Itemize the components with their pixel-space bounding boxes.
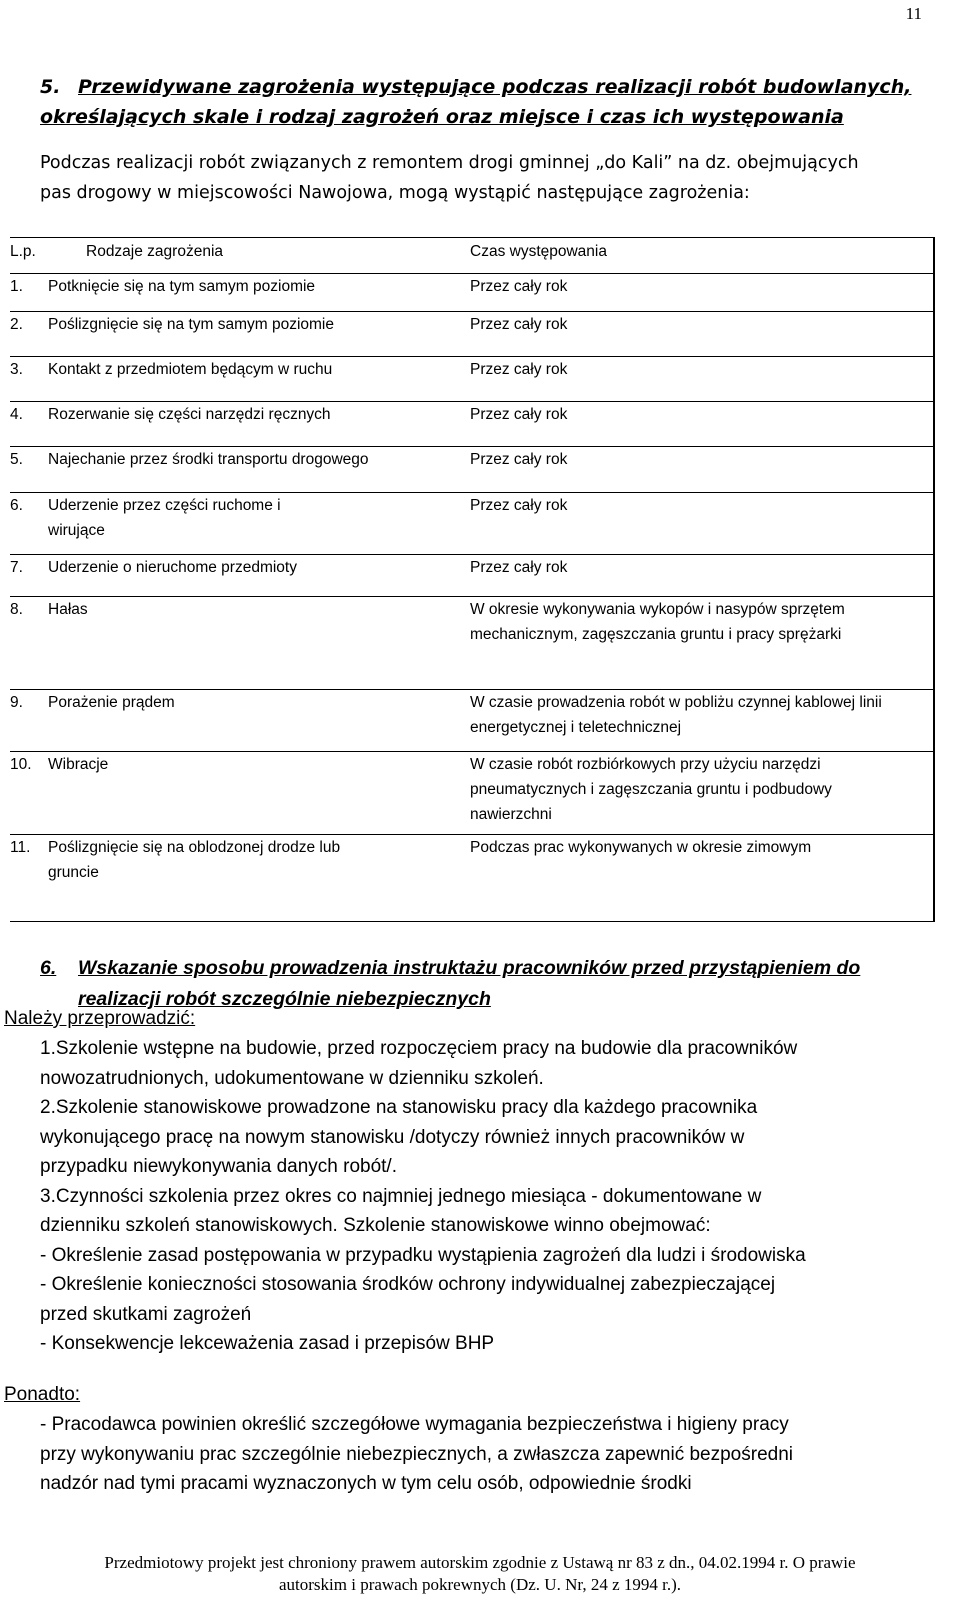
table-row bbox=[10, 596, 935, 689]
row-no: 4. bbox=[10, 405, 23, 423]
row-time: W okresie wykonywania wykopów i nasypów sprzętem mechanicznym, zagęszczania gruntu i pracy sprężarki bbox=[470, 600, 845, 643]
section-6-title-line-1 bbox=[40, 953, 940, 984]
row-time: Przez cały rok bbox=[470, 558, 568, 576]
ponadto-line: nadzór nad tymi pracami wyznaczonych w tym celu osób, odpowiednie środki bbox=[40, 1473, 692, 1494]
section-5-heading bbox=[40, 72, 940, 132]
nalezy-line: - Określenie zasad postępowania w przypadku wystąpienia zagrożeń dla ludzi i środowiska bbox=[40, 1244, 806, 1266]
table-row bbox=[10, 446, 935, 492]
table-row bbox=[10, 273, 935, 311]
nalezy-line: 3.Czynności szkolenia przez okres co najmniej jednego miesiąca - dokumentowane w bbox=[40, 1185, 762, 1207]
ponadto-label: Ponadto: bbox=[4, 1384, 81, 1405]
intro-line-1: Podczas realizacji robót związanych z remontem drogi gminnej „do Kali” na dz. obejmujących bbox=[40, 153, 859, 173]
nalezy-line: przed skutkami zagrożeń bbox=[40, 1303, 252, 1325]
page-number: 11 bbox=[905, 4, 922, 23]
row-hazard: Kontakt z przedmiotem będącym w ruchu bbox=[48, 360, 333, 378]
hazards-table bbox=[10, 237, 935, 914]
table-row bbox=[10, 554, 935, 596]
header-name: Rodzaje zagrożenia bbox=[86, 243, 224, 260]
row-hazard: Poślizgnięcie się na tym samym poziomie bbox=[48, 315, 334, 333]
row-no: 7. bbox=[10, 558, 23, 576]
nalezy-line: - Określenie konieczności stosowania środków ochrony indywidualnej zabezpieczającej bbox=[40, 1274, 776, 1295]
row-no: 9. bbox=[10, 693, 23, 711]
intro-line-2: pas drogowy w miejscowości Nawojowa, mogą wystąpić następujące zagrożenia: bbox=[40, 183, 750, 203]
row-no: 2. bbox=[10, 315, 23, 333]
nalezy-line: dzienniku szkoleń stanowiskowych. Szkolenie stanowiskowe winno obejmować: bbox=[40, 1215, 711, 1236]
row-hazard: Rozerwanie się części narzędzi ręcznych bbox=[48, 405, 331, 423]
table-row bbox=[10, 689, 935, 751]
copyright-footer bbox=[0, 1552, 960, 1596]
row-hazard: Uderzenie przez części ruchome i wirujące bbox=[48, 496, 281, 539]
row-time: W czasie robót rozbiórkowych przy użyciu narzędzi pneumatycznych i zagęszczania gruntu i podbudowy nawierzchni bbox=[470, 755, 832, 823]
intro-paragraph bbox=[40, 148, 945, 208]
row-hazard: Najechanie przez środki transportu drogowego bbox=[48, 450, 369, 468]
table-row bbox=[10, 834, 935, 914]
row-time: W czasie prowadzenia robót w pobliżu czynnej kablowej linii energetycznej i teletechnicznej bbox=[470, 693, 882, 736]
nalezy-line: wykonującego pracę na nowym stanowisku /dotyczy również innych pracowników w bbox=[40, 1126, 745, 1148]
row-no: 8. bbox=[10, 600, 23, 618]
nalezy-line: 1.Szkolenie wstępne na budowie, przed rozpoczęciem pracy na budowie dla pracowników bbox=[40, 1038, 798, 1059]
row-no: 5. bbox=[10, 450, 23, 468]
footer-line-2: autorskim i prawach pokrewnych (Dz. U. Nr, 24 z 1994 r.). bbox=[278, 1575, 681, 1594]
row-no: 6. bbox=[10, 496, 23, 514]
row-no: 11. bbox=[10, 838, 31, 856]
row-hazard: Wibracje bbox=[48, 755, 109, 773]
row-no: 1. bbox=[10, 277, 23, 295]
row-no: 10. bbox=[10, 755, 32, 773]
section-5-title-line-2: określających skale i rodzaj zagrożeń oraz miejsce i czas ich występowania bbox=[40, 106, 844, 128]
row-time: Przez cały rok bbox=[470, 496, 568, 514]
section-5-number: 5. bbox=[40, 76, 61, 98]
nalezy-line: 2.Szkolenie stanowiskowe prowadzone na stanowisku pracy dla każdego pracownika bbox=[40, 1097, 758, 1118]
table-row bbox=[10, 311, 935, 356]
section-5-title-line-1 bbox=[40, 72, 940, 102]
row-time: Podczas prac wykonywanych w okresie zimowym bbox=[470, 838, 812, 856]
table-header-row bbox=[10, 237, 935, 273]
nalezy-label: Należy przeprowadzić: bbox=[4, 1008, 196, 1029]
row-no: 3. bbox=[10, 360, 23, 378]
row-time: Przez cały rok bbox=[470, 315, 568, 333]
row-hazard: Porażenie prądem bbox=[48, 693, 175, 711]
table-row bbox=[10, 751, 935, 834]
row-time: Przez cały rok bbox=[470, 450, 568, 468]
ponadto-line: - Pracodawca powinien określić szczegółowe wymagania bezpieczeństwa i higieny pracy bbox=[40, 1414, 789, 1435]
row-hazard: Hałas bbox=[48, 600, 88, 618]
table-row bbox=[10, 492, 935, 554]
nalezy-line: przypadku niewykonywania danych robót/. bbox=[40, 1156, 397, 1177]
row-hazard: Potknięcie się na tym samym poziomie bbox=[48, 277, 316, 295]
row-time: Przez cały rok bbox=[470, 360, 568, 378]
row-time: Przez cały rok bbox=[470, 277, 568, 295]
footer-line-1: Przedmiotowy projekt jest chroniony prawem autorskim zgodnie z Ustawą nr 83 z dn., 04.02.1994 r. O prawie bbox=[104, 1553, 856, 1572]
section-6-title-2: realizacji robót szczególnie niebezpiecznych bbox=[78, 988, 491, 1010]
nalezy-line: nowozatrudnionych, udokumentowane w dzienniku szkoleń. bbox=[40, 1067, 544, 1089]
section-5-title-1: Przewidywane zagrożenia występujące podczas realizacji robót budowlanych, bbox=[78, 76, 912, 98]
section-6-title-1: Wskazanie sposobu prowadzenia instruktażu pracowników przed przystąpieniem do bbox=[78, 957, 861, 979]
header-no: L.p. bbox=[10, 243, 36, 260]
row-hazard: Poślizgnięcie się na oblodzonej drodze lub gruncie bbox=[48, 838, 341, 881]
ponadto-list bbox=[40, 1410, 945, 1499]
row-hazard: Uderzenie o nieruchome przedmioty bbox=[48, 558, 297, 576]
header-time: Czas występowania bbox=[470, 243, 607, 260]
nalezy-list bbox=[40, 1034, 945, 1359]
nalezy-line: - Konsekwencje lekceważenia zasad i przepisów BHP bbox=[40, 1333, 495, 1354]
row-time: Przez cały rok bbox=[470, 405, 568, 423]
table-row bbox=[10, 356, 935, 401]
table-row bbox=[10, 401, 935, 446]
section-6-number: 6. bbox=[40, 957, 57, 979]
ponadto-line: przy wykonywaniu prac szczególnie niebezpiecznych, a zwłaszcza zapewnić bezpośredni bbox=[40, 1443, 793, 1465]
